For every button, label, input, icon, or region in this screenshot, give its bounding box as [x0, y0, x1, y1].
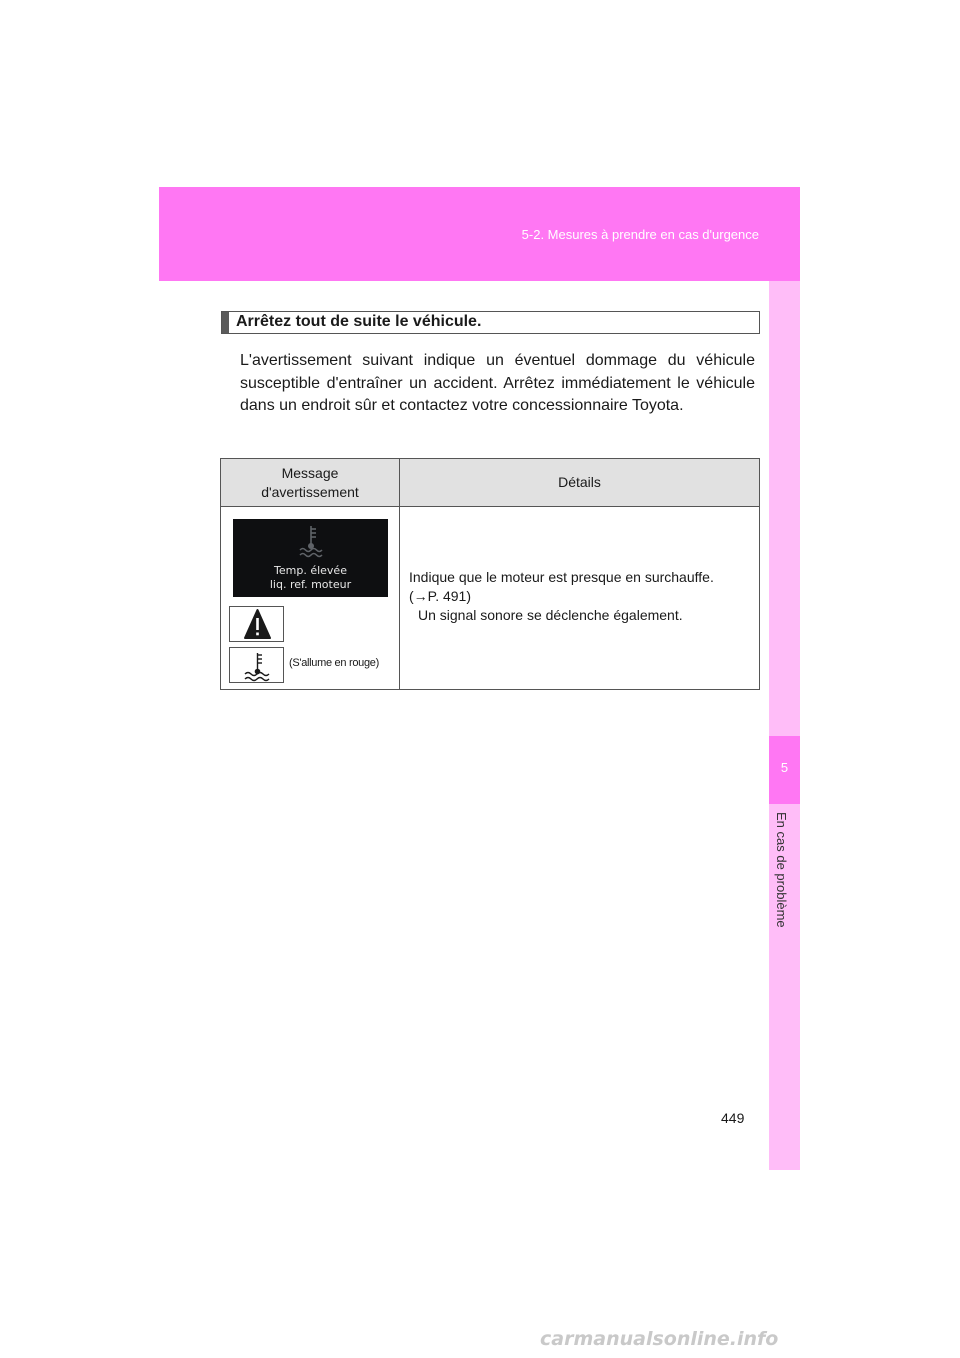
- chapter-header-band: [159, 187, 800, 281]
- warning-triangle-icon: [230, 607, 285, 643]
- header-message-line2: d'avertissement: [261, 483, 359, 500]
- intro-paragraph: L'avertissement suivant indique un éventuel dommage du véhicule susceptible d'entraîner un accident. Arrêtez immédiatement le véhicule dans un endroit sûr et contactez votre concessionnaire Toyota.: [240, 352, 755, 414]
- section-title: Arrêtez tout de suite le véhicule.: [236, 313, 482, 330]
- message-cell: [221, 507, 400, 690]
- table-row: [221, 507, 760, 690]
- watermark: carmanualsonline.info: [540, 1328, 779, 1350]
- page-number: 449: [721, 1110, 745, 1126]
- icon-color-note: (S'allume en rouge): [289, 657, 379, 669]
- section-breadcrumb: 5-2. Mesures à prendre en cas d'urgence: [521, 227, 759, 242]
- coolant-icon-box: [229, 647, 284, 683]
- multi-info-display: [233, 519, 388, 597]
- warning-table: [220, 458, 760, 690]
- header-message: [221, 459, 400, 507]
- coolant-temperature-icon: [230, 648, 285, 684]
- coolant-temperature-icon: [299, 524, 323, 558]
- display-text-line2: liq. ref. moteur: [269, 578, 352, 591]
- details-line-3: Un signal sonore se déclenche également.: [418, 607, 683, 623]
- page-reference-link[interactable]: (→P. 491): [409, 588, 471, 604]
- section-heading-bar: [222, 312, 229, 333]
- details-cell: [400, 507, 760, 690]
- chapter-number: 5: [780, 760, 789, 775]
- chapter-side-tab: [769, 281, 800, 1170]
- chapter-label: En cas de problème: [774, 812, 789, 928]
- header-details: Détails: [400, 459, 760, 507]
- display-text-line1: Temp. élevée: [274, 564, 347, 577]
- warning-icon-box: [229, 606, 284, 642]
- details-line-1: Indique que le moteur est presque en surchauffe.: [409, 569, 714, 585]
- header-message-line1: Message: [281, 464, 339, 481]
- table-header-row: [221, 459, 760, 507]
- section-heading-box: [221, 311, 760, 334]
